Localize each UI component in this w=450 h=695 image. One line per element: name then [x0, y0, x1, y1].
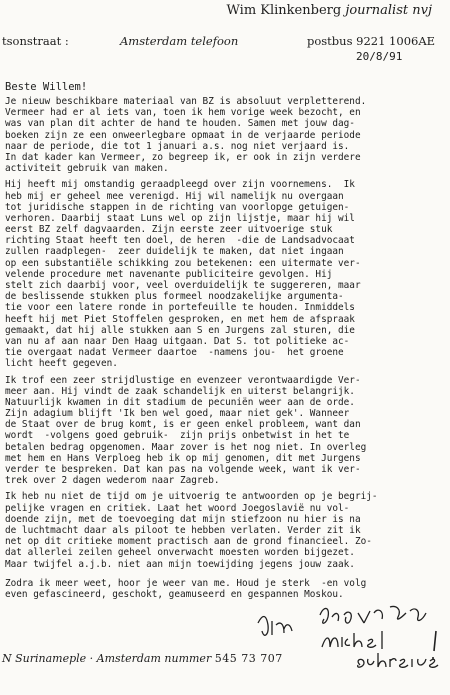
footer-street: N Surinameple	[2, 652, 87, 665]
letterhead-footer	[2, 652, 283, 665]
letter-paragraph	[5, 96, 445, 174]
text-line: licht heeft gegeven.	[5, 358, 118, 370]
text-line: wordt -volgens goed gebruik- zijn prijs onbetwist in het te	[5, 430, 350, 442]
text-line: Hij heeft mij omstandig geraadpleegd over zijn voornemens. Ik	[5, 179, 355, 191]
text-line: met hem en Hans Verploeg heb ik op mij genomen, dit met Jurgens	[5, 452, 361, 464]
text-line: verhoren. Daarbij staat Luns wel op zijn lijstje, maar hij wil	[5, 212, 355, 224]
footer-city-label: Amsterdam nummer	[96, 652, 212, 665]
letter-paragraph	[5, 491, 445, 569]
letterhead-name	[227, 3, 432, 18]
text-line: Natuurlijk kwamen in dit stadium de pecuniën weer aan de orde.	[5, 396, 355, 408]
text-line: Je nieuw beschikbare materiaal van BZ is absoluut verpletterend.	[5, 96, 367, 107]
text-line: verder te bespreken. Dat kan pas na volgende week, want ik ver-	[5, 464, 361, 475]
text-line: op een substantiële schikking zou betekenen: een uitermate ver-	[5, 257, 361, 269]
text-line: Ik heb nu niet de tijd om je uitvoerig te antwoorden op je begrij-	[5, 491, 378, 503]
text-line: dat allerlei zeilen geheel onverwacht moesten worden bijgezet.	[5, 547, 355, 559]
letter-paragraph	[5, 179, 445, 369]
text-line: eerst BZ zelf dagvaarden. Zijn eerste zeer uitvoerige stuk	[5, 224, 333, 236]
text-line: de beslissende stukken plus formeel noodzakelijke argumenta-	[5, 291, 344, 303]
text-line: Ik trof een zeer strijdlustige en evenzeer verontwaardigde Ver-	[5, 374, 361, 386]
text-line: de Staat over de brug komt, is er geen enkel probleem, want dan	[5, 419, 361, 431]
text-line: van nu af aan naar Den Haag uitgaan. Dat S. tot politieke ac-	[5, 335, 350, 347]
text-line: Maar twijfel a.j.b. niet aan mijn toewijding jegens jouw zaak.	[5, 558, 355, 570]
text-line: meer aan. Hij vindt de zaak schandelijk en uiterst belangrijk.	[5, 385, 355, 397]
letter-body	[5, 96, 445, 605]
text-line: stelt zich daarbij voor, veel overduidelijk te suggereren, maar	[5, 280, 361, 291]
text-line: tie overgaat nadat Vermeer daartoe -namens jou- het groene	[5, 347, 344, 359]
text-line: de luchtmacht daar als piloot te hebben verlaten. Verder zit ik	[5, 524, 361, 536]
text-line: Zijn adagium blijft 'Ik ben wel goed, maar niet gek'. Wanneer	[5, 408, 350, 420]
text-line: boeken zijn ze een onweerlegbare opmaat in de verjaarde periode	[5, 129, 361, 141]
text-line: Vermeer had er al iets van, toen ik hem vorige week bezocht, en	[5, 107, 361, 119]
text-line: heb mij er geheel mee verenigd. Hij wil namelijk nu overgaan	[5, 190, 344, 202]
text-line: net op dit critieke moment practisch aan de grond financieel. Zo-	[5, 536, 372, 548]
text-line: betalen bedrag opgenomen. Maar zover is het nog niet. In overleg	[5, 441, 367, 453]
text-line: tie voor een latere ronde in portefeuille te houden. Inmiddels	[5, 302, 355, 314]
letterhead-street: tsonstraat :	[2, 34, 69, 48]
text-line: trek over 2 dagen wederom naar Zagreb.	[5, 475, 220, 487]
text-line: Zodra ik meer weet, hoor je weer van me. Houd je sterk -en volg	[5, 577, 367, 589]
salutation: Beste Willem!	[5, 81, 88, 93]
text-line: tot juridische stappen in de richting van voorlopge getuigen-	[5, 201, 350, 213]
footer-dash: ·	[89, 652, 97, 665]
text-line: doende zijn, met de toevoeging dat mijn stiefzoon nu hier is na	[5, 513, 361, 525]
text-line: even gefascineerd, geschokt, geamuseerd en gespannen Moskou.	[5, 588, 344, 600]
author-name: Wim Klinkenberg	[226, 3, 342, 18]
letter-paragraph	[5, 375, 445, 487]
text-line: pelijke vragen en critiek. Laat het woord Joegoslavië nu vol-	[5, 502, 350, 514]
text-line: gemaakt, dat hij alle stukken aan S en Jurgens zal sturen, die	[5, 324, 355, 336]
text-line: richting Staat heeft ten doel, de heren -die de Landsadvocaat	[5, 235, 355, 247]
text-line: zullen raadplegen- zeer duidelijk te maken, dat niet ingaan	[5, 246, 344, 258]
text-line: heeft hij met Piet Stoffelen gesproken, en met hem de afspraak	[5, 313, 355, 325]
text-line: activiteit gebruik van maken.	[5, 163, 169, 175]
text-line: In dat kader kan Vermeer, zo begreep ik, er ook in zijn verdere	[5, 151, 361, 163]
text-line: was van plan dit achter de hand te houden. Samen met jouw dag-	[5, 118, 355, 130]
letter-date: 20/8/91	[356, 50, 403, 63]
letterhead-postbus: postbus 9221 1006AE	[307, 34, 436, 48]
author-role: journalist nvj	[345, 3, 432, 18]
text-line: velende procedure met navenante publiciteire gevolgen. Hij	[5, 268, 333, 280]
letterhead-city: Amsterdam telefoon	[120, 34, 239, 48]
footer-phone-number: 545 73 707	[214, 652, 283, 665]
text-line: naar de periode, die tot 1 januari a.s. nog niet verjaard is.	[5, 140, 350, 152]
